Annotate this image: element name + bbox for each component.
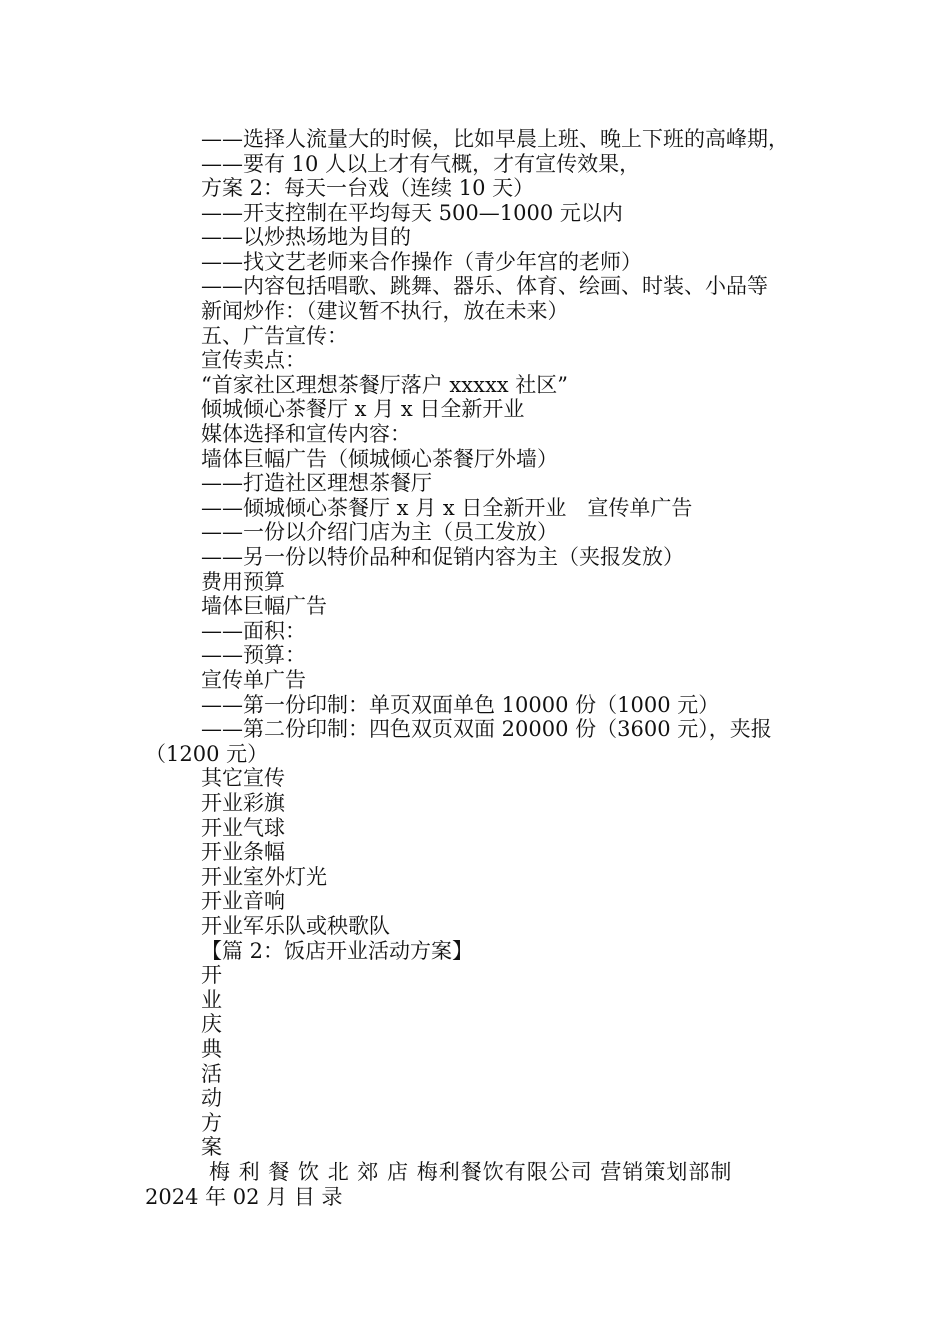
text-line: ——面积： — [201, 619, 306, 643]
section-heading: 五、广告宣传： — [201, 324, 348, 348]
text-line: 费用预算 — [201, 570, 285, 594]
text-line: ——开支控制在平均每天 500—1000 元以内 — [201, 201, 623, 225]
text-line: ——第一份印制：单页双面单色 10000 份（1000 元） — [201, 693, 720, 717]
text-line: ——第二份印制：四色双页双面 20000 份（3600 元），夹报 — [201, 717, 772, 741]
text-line: ——要有 10 人以上才有气概，才有宣传效果， — [201, 152, 641, 176]
text-line: 宣传卖点： — [201, 348, 306, 372]
text-line: ——找文艺老师来合作操作（青少年宫的老师） — [201, 250, 642, 274]
vertical-title-char: 典 — [201, 1037, 222, 1061]
vertical-title-char: 开 — [201, 963, 222, 987]
text-line: 新闻炒作：（建议暂不执行，放在未来） — [201, 299, 569, 323]
text-line: ——以炒热场地为目的 — [201, 225, 411, 249]
text-line: 开业彩旗 — [201, 791, 285, 815]
text-line: “首家社区理想茶餐厅落户 xxxxx 社区” — [201, 373, 569, 397]
vertical-title-char: 活 — [201, 1062, 222, 1086]
date-toc-line: 2024 年 02 月 目 录 — [145, 1185, 343, 1209]
text-line: 开业音响 — [201, 889, 285, 913]
text-line: 墙体巨幅广告 — [201, 594, 327, 618]
vertical-title-char: 动 — [201, 1086, 222, 1110]
vertical-title-char: 方 — [201, 1111, 222, 1135]
text-line: 开业气球 — [201, 816, 285, 840]
text-line: （1200 元） — [145, 742, 269, 766]
text-line: 宣传单广告 — [201, 668, 306, 692]
section-heading: 【篇 2：饭店开业活动方案】 — [201, 939, 474, 963]
vertical-title-char: 案 — [201, 1135, 222, 1159]
text-line: ——打造社区理想茶餐厅 — [201, 471, 432, 495]
text-line: 墙体巨幅广告（倾城倾心茶餐厅外墙） — [201, 447, 558, 471]
text-line: ——另一份以特价品种和促销内容为主（夹报发放） — [201, 545, 684, 569]
text-line: 方案 2：每天一台戏（连续 10 天） — [201, 176, 535, 200]
text-line: ——预算： — [201, 643, 306, 667]
vertical-title-char: 业 — [201, 988, 222, 1012]
text-line: 开业条幅 — [201, 840, 285, 864]
text-line: 开业室外灯光 — [201, 865, 327, 889]
text-line: 倾城倾心茶餐厅 x 月 x 日全新开业 — [201, 397, 525, 421]
text-line: 媒体选择和宣传内容： — [201, 422, 411, 446]
vertical-title-char: 庆 — [201, 1012, 222, 1036]
text-line: 开业军乐队或秧歌队 — [201, 914, 390, 938]
text-line: 其它宣传 — [201, 766, 285, 790]
text-line: ——倾城倾心茶餐厅 x 月 x 日全新开业 宣传单广告 — [201, 496, 693, 520]
text-line: ——选择人流量大的时候，比如早晨上班、晚上下班的高峰期， — [201, 127, 789, 151]
text-line: ——一份以介绍门店为主（员工发放） — [201, 520, 558, 544]
organizer-line: 梅 利 餐 饮 北 郊 店 梅利餐饮有限公司 营销策划部制 — [209, 1160, 733, 1184]
text-line: ——内容包括唱歌、跳舞、器乐、体育、绘画、时装、小品等 — [201, 274, 768, 298]
